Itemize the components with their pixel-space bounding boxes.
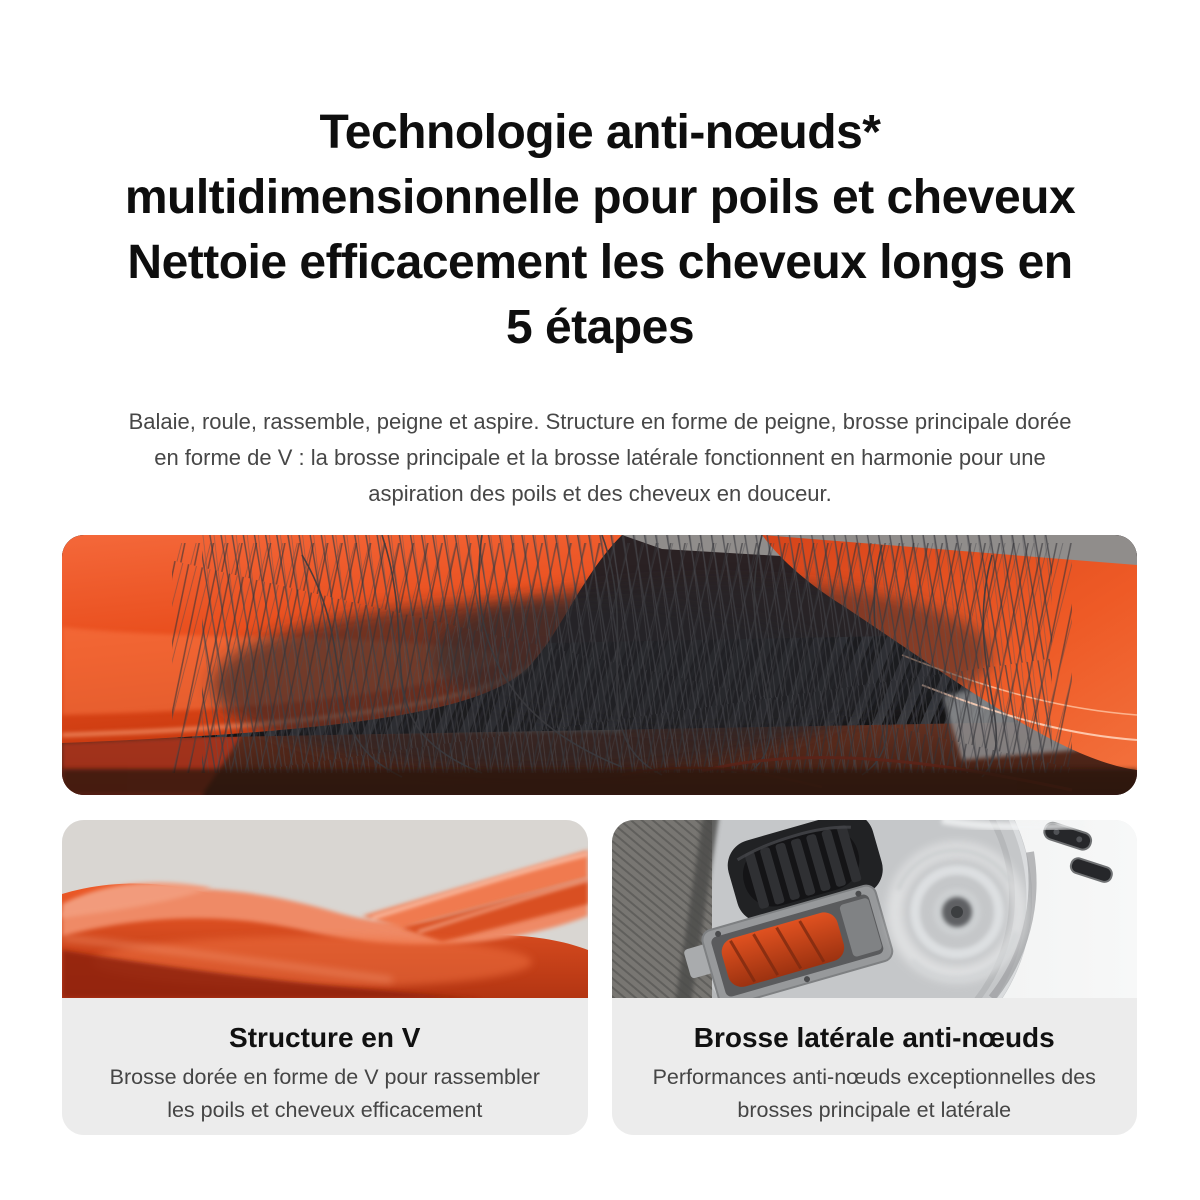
page-subtitle-line-1: Balaie, roule, rassemble, peigne et aspire. Structure en forme de peigne, brosse principale dorée (128, 409, 1072, 434)
page-title-line-3: Nettoie efficacement les cheveux longs en (127, 236, 1073, 289)
page-subtitle (0, 404, 1200, 512)
page-subtitle-line-2: en forme de V : la brosse principale et la brosse latérale fonctionnent en harmonie pour une (154, 445, 1046, 470)
card-structure-en-v-body (62, 1061, 588, 1127)
v-brush-photo (62, 820, 588, 998)
page-title-line-4: 5 étapes (505, 301, 695, 354)
card-structure-en-v-title: Structure en V (229, 1022, 421, 1053)
card-brosse-laterale-body-line-1: Performances anti-nœuds exceptionnelles des (652, 1065, 1096, 1089)
side-brush-image (612, 820, 1138, 998)
card-brosse-laterale-title: Brosse latérale anti-nœuds (693, 1022, 1055, 1053)
page-title (0, 100, 1200, 360)
page-title-line-1: Technologie anti-nœuds* (319, 106, 881, 159)
card-brosse-laterale-body (612, 1061, 1138, 1127)
card-brosse-laterale-panel (612, 998, 1138, 1135)
page-subtitle-line-3: aspiration des poils et des cheveux en douceur. (368, 481, 832, 506)
card-structure-en-v-panel (62, 998, 588, 1135)
hero-photo (62, 535, 1137, 795)
v-brush-image (62, 820, 588, 998)
hero-image (62, 535, 1137, 795)
side-brush-photo (612, 820, 1137, 998)
page-title-line-2: multidimensionnelle pour poils et cheveux (124, 171, 1076, 224)
card-structure-en-v-body-line-2: les poils et cheveux efficacement (167, 1098, 483, 1122)
card-structure-en-v (62, 820, 588, 1135)
card-brosse-laterale (612, 820, 1138, 1135)
card-structure-en-v-body-line-1: Brosse dorée en forme de V pour rassembler (109, 1065, 540, 1089)
card-brosse-laterale-body-line-2: brosses principale et latérale (737, 1098, 1012, 1122)
feature-cards (62, 820, 1137, 1135)
